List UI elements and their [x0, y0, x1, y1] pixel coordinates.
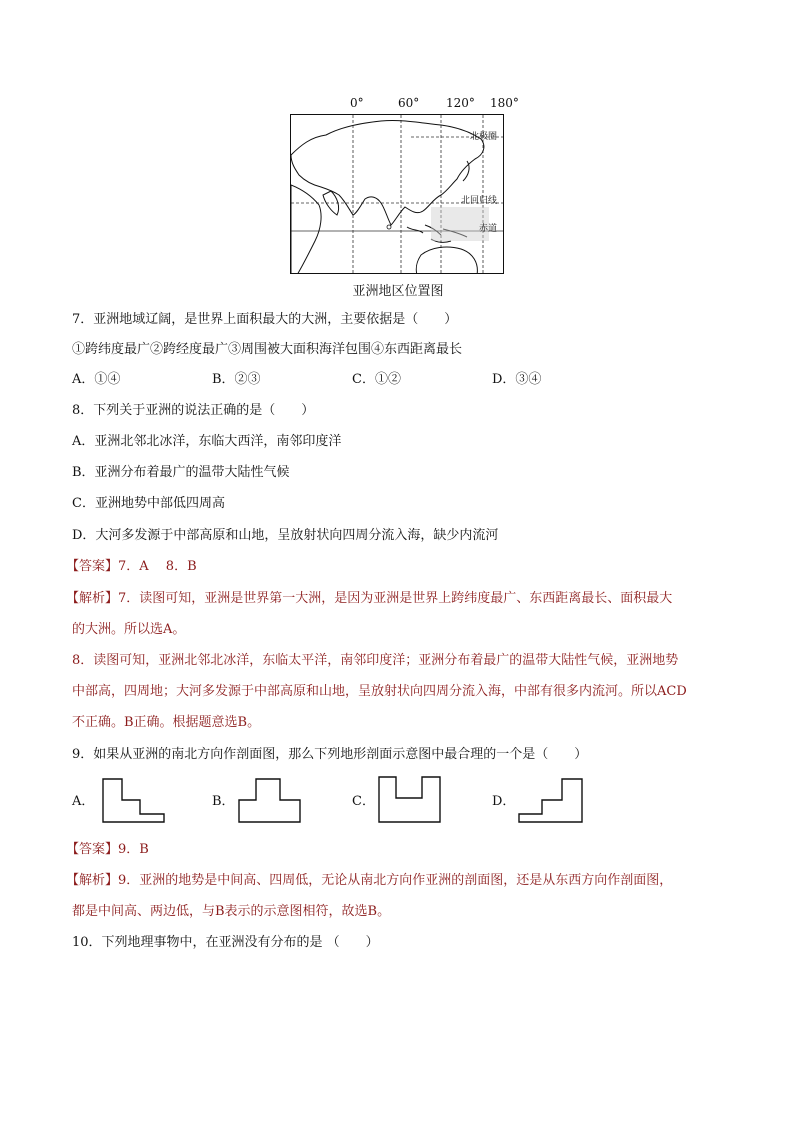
- q9-profile-d-shape: [518, 778, 584, 824]
- analysis-7-line2: 的大洲。所以选A。: [72, 622, 186, 637]
- analysis-9-line2: 都是中间高、两边低，与B表示的示意图相符，故选B。: [72, 904, 391, 919]
- analysis-9-tag: 【解析】: [66, 873, 119, 888]
- answer-9: [66, 840, 149, 860]
- q9-option-a[interactable]: A．: [72, 794, 95, 809]
- analysis-8-line1: 8．读图可知，亚洲北邻北冰洋，东临太平洋，南邻印度洋；亚洲分布着最广的温带大陆性气候，亚洲地势: [72, 653, 679, 668]
- q7-option-a[interactable]: A．①④: [72, 372, 121, 387]
- longitude-label-0: 0°: [350, 96, 364, 110]
- answer-text: 7．A 8．B: [118, 559, 197, 574]
- longitude-label-60: 60°: [398, 96, 420, 110]
- q9-option-c[interactable]: C．: [352, 794, 375, 809]
- q7-statements: ①跨纬度最广②跨经度最广③周围被大面积海洋包围④东西距离最长: [72, 342, 463, 357]
- map-caption: 亚洲地区位置图: [352, 284, 444, 299]
- answer-9-tag: 【答案】: [66, 842, 119, 857]
- answer-tag: 【答案】: [66, 559, 119, 574]
- analysis-8-line2: 中部高，四周地；大河多发源于中部高原和山地，呈放射状向四周分流入海，中部有很多内流河。所以ACD: [72, 684, 687, 699]
- longitude-label-120: 120°: [446, 96, 475, 110]
- equator-label: 赤道: [478, 224, 497, 234]
- asia-location-map: [290, 96, 519, 299]
- analysis-8-line3: 不正确。B正确。根据题意选B。: [72, 715, 261, 730]
- q8-option-a[interactable]: A．亚洲北邻北冰洋，东临大西洋，南邻印度洋: [72, 434, 342, 449]
- q8-option-b[interactable]: B．亚洲分布着最广的温带大陆性气候: [72, 465, 290, 480]
- q7-option-d[interactable]: D．③④: [492, 372, 542, 387]
- analysis-tag: 【解析】: [66, 591, 119, 606]
- q7-stem: 7．亚洲地域辽阔，是世界上面积最大的大洲，主要依据是（ ）: [72, 312, 458, 327]
- q9-option-d[interactable]: D．: [492, 794, 516, 809]
- q8-option-d[interactable]: D．大河多发源于中部高原和山地，呈放射状向四周分流入海，缺少内流河: [72, 528, 499, 543]
- q10-stem: 10．下列地理事物中，在亚洲没有分布的是 （ ）: [72, 935, 379, 950]
- map-frame: [290, 114, 504, 274]
- analysis-9-text: 9．亚洲的地势是中间高、四周低，无论从南北方向作亚洲的剖面图，还是从东西方向作剖面图，: [118, 873, 673, 888]
- q9-option-b[interactable]: B．: [212, 794, 235, 809]
- answer-9-text: 9．B: [118, 842, 149, 857]
- analysis-7-line1: [66, 589, 672, 609]
- answer-7-8: [66, 557, 197, 577]
- longitude-label-180: 180°: [490, 96, 519, 110]
- arctic-circle-label: 北极圈: [469, 132, 497, 142]
- q7-option-c[interactable]: C．①②: [352, 372, 401, 387]
- q7-option-b[interactable]: B．②③: [212, 372, 261, 387]
- analysis-9-line1: [66, 871, 672, 891]
- q8-stem: 8．下列关于亚洲的说法正确的是（ ）: [72, 403, 315, 418]
- q9-profile-b-shape: [238, 778, 302, 824]
- q9-profile-c-shape: [378, 776, 442, 824]
- q9-profile-a-shape: [102, 778, 166, 824]
- q9-stem: 9．如果从亚洲的南北方向作剖面图，那么下列地形剖面示意图中最合理的一个是（ ）: [72, 747, 588, 762]
- tropic-of-cancer-label: 北回归线: [460, 196, 497, 206]
- q8-option-c[interactable]: C．亚洲地势中部低四周高: [72, 496, 225, 511]
- analysis-7-text: 7．读图可知，亚洲是世界第一大洲，是因为亚洲是世界上跨纬度最广、东西距离最长、面积最大: [118, 591, 673, 606]
